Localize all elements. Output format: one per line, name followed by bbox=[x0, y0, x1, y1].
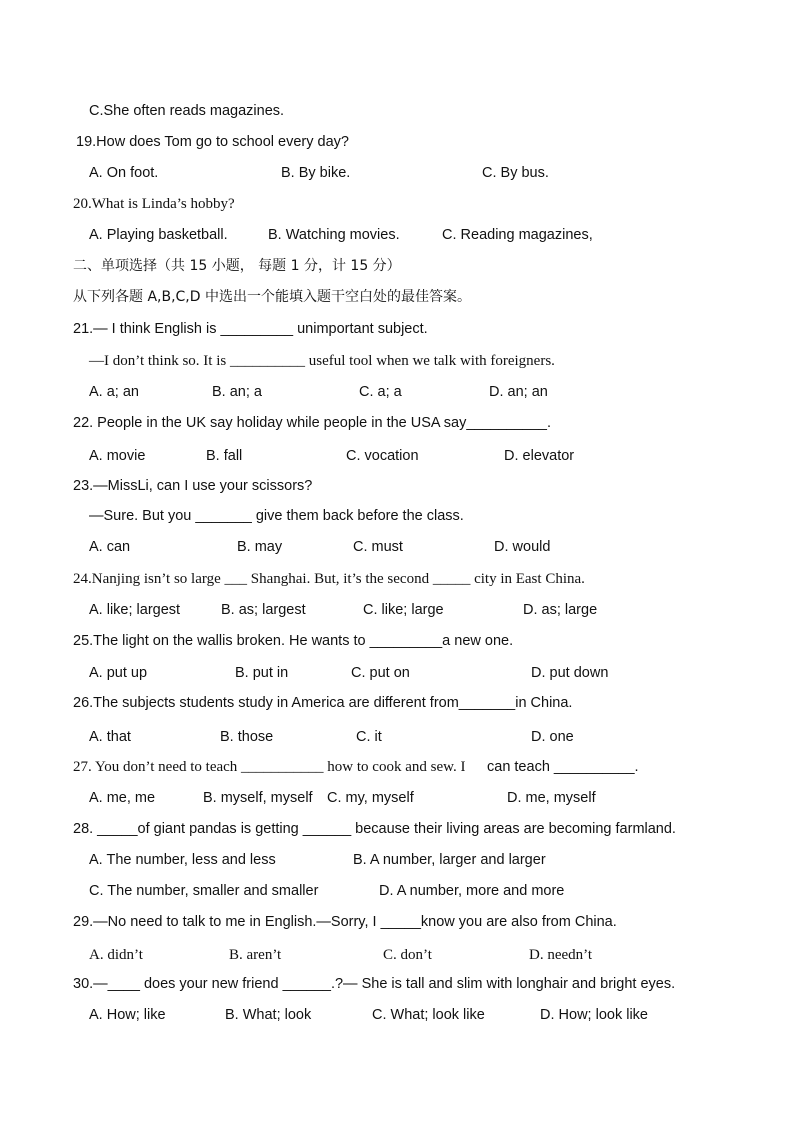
text-line: B. those bbox=[220, 729, 274, 745]
text-line: 20.What is Linda’s hobby? bbox=[73, 196, 235, 212]
text-line: A. can bbox=[89, 539, 131, 555]
text-line: 22. People in the UK say holiday while people in the USA say__________. bbox=[73, 415, 552, 431]
text-line: C. a; a bbox=[359, 384, 402, 400]
text-line: D. needn’t bbox=[529, 947, 593, 963]
text-line: A. How; like bbox=[89, 1007, 166, 1023]
text-line: —I don’t think so. It is __________ useful tool when we talk with foreigners. bbox=[89, 353, 555, 369]
text-line: A. The number, less and less bbox=[89, 852, 276, 868]
text-line: D. put down bbox=[531, 665, 609, 681]
text-line: 二、单项选择（共 15 小题， 每题 1 分，计 15 分） bbox=[73, 258, 401, 274]
text-line: 21.— I think English is _________ unimportant subject. bbox=[73, 321, 428, 337]
text-line: 25.The light on the wallis broken. He wants to _________a new one. bbox=[73, 633, 514, 649]
text-line: B. aren’t bbox=[229, 947, 282, 963]
text-line: C.She often reads magazines. bbox=[89, 103, 285, 119]
text-line: B. as; largest bbox=[221, 602, 306, 618]
text-line: 23.—MissLi, can I use your scissors? bbox=[73, 478, 313, 494]
text-line: C. like; large bbox=[363, 602, 444, 618]
text-line: D. How; look like bbox=[540, 1007, 648, 1023]
text-line: C. What; look like bbox=[372, 1007, 485, 1023]
text-line: A. a; an bbox=[89, 384, 139, 400]
text-line: A. me, me bbox=[89, 790, 156, 806]
text-line: D. A number, more and more bbox=[379, 883, 565, 899]
text-line: 28. _____of giant pandas is getting ______ because their living areas are becoming farmland. bbox=[73, 821, 676, 837]
text-line: B. may bbox=[237, 539, 283, 555]
text-line: B. myself, myself bbox=[203, 790, 313, 806]
text-line: 30.—____ does your new friend ______.?— She is tall and slim with longhair and bright eyes. bbox=[73, 976, 676, 992]
text-line: B. put in bbox=[235, 665, 289, 681]
text-line: C. must bbox=[353, 539, 403, 555]
text-line: C. put on bbox=[351, 665, 410, 681]
text-line: B. an; a bbox=[212, 384, 262, 400]
text-line: D. one bbox=[531, 729, 574, 745]
text-line: —Sure. But you _______ give them back before the class. bbox=[89, 508, 464, 524]
text-line: C. The number, smaller and smaller bbox=[89, 883, 319, 899]
text-line: A. movie bbox=[89, 448, 146, 464]
text-line: A. Playing basketball. bbox=[89, 227, 228, 243]
text-line: C. my, myself bbox=[327, 790, 414, 806]
text-line: 27. You don’t need to teach ___________ how to cook and sew. I bbox=[73, 759, 466, 775]
text-line: D. as; large bbox=[523, 602, 598, 618]
text-line: A. On foot. bbox=[89, 165, 159, 181]
text-line: B. By bike. bbox=[281, 165, 351, 181]
text-line: C. don’t bbox=[383, 947, 432, 963]
text-line: C. vocation bbox=[346, 448, 419, 464]
text-line: D. would bbox=[494, 539, 551, 555]
text-line: D. me, myself bbox=[507, 790, 596, 806]
text-line: A. put up bbox=[89, 665, 148, 681]
text-line: 29.—No need to talk to me in English.—Sorry, I _____know you are also from China. bbox=[73, 914, 617, 930]
text-line: A. that bbox=[89, 729, 131, 745]
text-line: D. elevator bbox=[504, 448, 575, 464]
text-line: C. it bbox=[356, 729, 382, 745]
text-line: D. an; an bbox=[489, 384, 548, 400]
text-line: A. didn’t bbox=[89, 947, 143, 963]
text-line: C. Reading magazines, bbox=[442, 227, 593, 243]
text-line: C. By bus. bbox=[482, 165, 549, 181]
text-line: 从下列各题 A,B,C,D 中选出一个能填入题干空白处的最佳答案。 bbox=[73, 289, 471, 305]
text-line: B. fall bbox=[206, 448, 243, 464]
text-line: B. Watching movies. bbox=[268, 227, 400, 243]
text-line: A. like; largest bbox=[89, 602, 181, 618]
text-line: 24.Nanjing isn’t so large ___ Shanghai. But, it’s the second _____ city in East China. bbox=[73, 571, 585, 587]
text-line: B. A number, larger and larger bbox=[353, 852, 546, 868]
text-line: can teach __________. bbox=[487, 759, 639, 775]
text-line: B. What; look bbox=[225, 1007, 312, 1023]
text-line: 26.The subjects students study in America are different from_______in China. bbox=[73, 695, 573, 711]
text-line: 19.How does Tom go to school every day? bbox=[76, 134, 349, 150]
